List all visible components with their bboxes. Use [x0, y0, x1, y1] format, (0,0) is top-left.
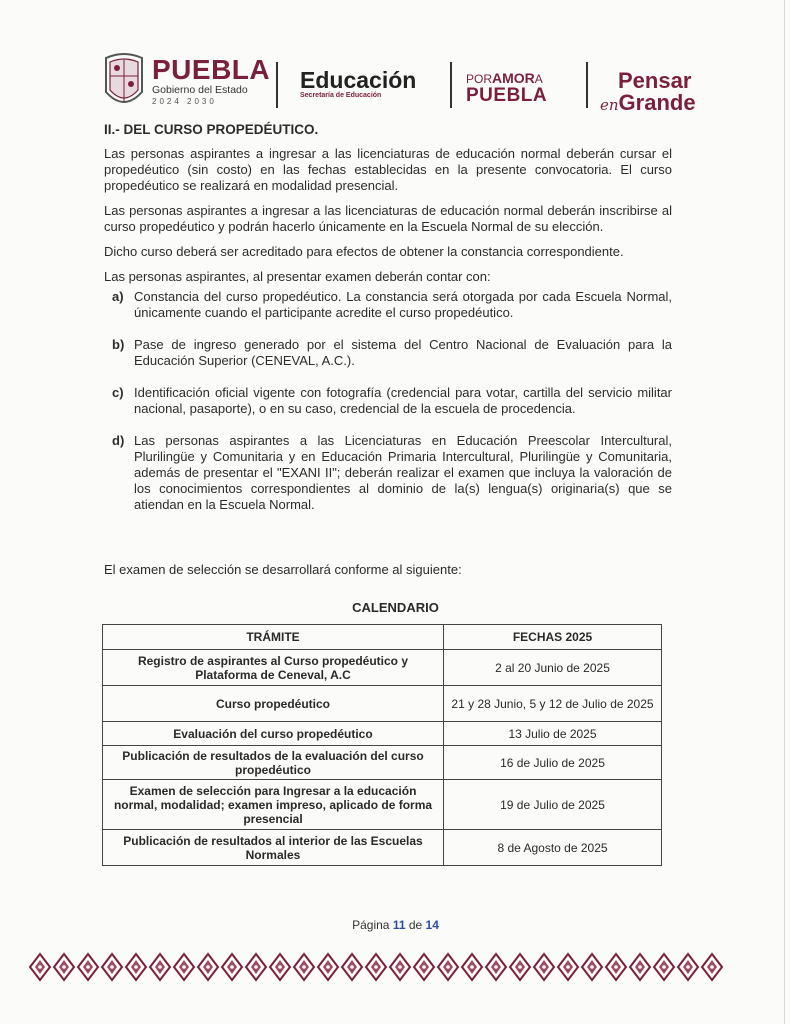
pensar-en-grande-logo	[600, 70, 696, 116]
ornament-motif	[150, 954, 170, 980]
document-header	[100, 48, 720, 120]
ornament-motif	[318, 954, 338, 980]
ornament-motif	[678, 954, 698, 980]
table-row	[103, 686, 662, 722]
requirement-letter: c)	[112, 385, 124, 400]
pensar-logo-en: en	[600, 96, 619, 114]
tramite-cell: Registro de aspirantes al Curso propedéutico y Plataforma de Ceneval, A.C	[103, 650, 444, 686]
tramite-cell: Curso propedéutico	[103, 686, 444, 722]
section-title: II.- DEL CURSO PROPEDÉUTICO.	[104, 122, 319, 137]
ornament-motif	[198, 954, 218, 980]
ornament-motif	[294, 954, 314, 980]
ornament-motif	[462, 954, 482, 980]
state-seal-icon	[102, 52, 146, 112]
fecha-cell: 13 Julio de 2025	[444, 722, 662, 746]
ornament-motif	[438, 954, 458, 980]
column-header-fechas: FECHAS 2025	[444, 625, 662, 650]
ornament-motif	[78, 954, 98, 980]
ornament-motif	[534, 954, 554, 980]
educacion-logo-subtitle: Secretaría de Educación	[300, 92, 382, 99]
requirement-text: Constancia del curso propedéutico. La constancia será otorgada por cada Escuela Normal, únicamente cuando el participante acredite el curso propedéutico.	[134, 289, 672, 320]
requirement-text: Pase de ingreso generado por el sistema del Centro Nacional de Evaluación para la Educación Superior (CENEVAL, A.C.).	[134, 337, 672, 368]
ornament-motif	[126, 954, 146, 980]
requirement-item	[112, 433, 672, 513]
amor-logo-puebla: PUEBLA	[466, 85, 548, 106]
table-header-row	[103, 625, 662, 650]
ornament-motif	[30, 954, 50, 980]
puebla-logo	[152, 54, 271, 106]
puebla-logo-years: 2024 2030	[152, 97, 217, 106]
fecha-cell: 21 y 28 Junio, 5 y 12 de Julio de 2025	[444, 686, 662, 722]
amor-logo-a: A	[534, 72, 543, 86]
header-divider	[276, 62, 278, 108]
ornament-motif	[702, 954, 722, 980]
amor-logo-amor: AMOR	[492, 70, 535, 86]
pensar-logo-grande: Grande	[618, 90, 696, 115]
requirement-letter: d)	[112, 433, 125, 448]
ornament-motif	[54, 954, 74, 980]
requirement-item	[112, 289, 672, 321]
table-row	[103, 722, 662, 746]
fecha-cell: 16 de Julio de 2025	[444, 746, 662, 780]
scan-edge-line	[784, 0, 785, 1024]
page-prefix: Página	[352, 918, 390, 932]
page-number	[0, 918, 791, 932]
puebla-logo-title: PUEBLA	[152, 54, 271, 85]
paragraph: Dicho curso deberá ser acreditado para efectos de obtener la constancia correspondiente.	[104, 244, 624, 259]
ornament-motif	[510, 954, 530, 980]
fecha-cell: 2 al 20 Junio de 2025	[444, 650, 662, 686]
educacion-logo	[300, 68, 416, 99]
tramite-cell: Publicación de resultados de la evaluación del curso propedéutico	[103, 746, 444, 780]
fecha-cell: 8 de Agosto de 2025	[444, 830, 662, 866]
por-amor-a-puebla-logo	[466, 72, 547, 106]
document-body	[104, 122, 672, 529]
tramite-cell: Evaluación del curso propedéutico	[103, 722, 444, 746]
requirement-text: Las personas aspirantes a las Licenciaturas en Educación Preescolar Intercultural, Plurilingüe y Comunitaria y en Educación Primaria Intercultural, Plurilingüe y Comunitaria, además de presentar el "EXANI II"; deberán realizar el examen que incluya la valoración de los conocimientos correspondientes al dominio de la(s) lengua(s) originaria(s) que se atiendan en la Escuela Normal.	[134, 433, 672, 512]
ornament-motif	[414, 954, 434, 980]
page-total: 14	[425, 918, 439, 932]
ornament-motif	[582, 954, 602, 980]
fecha-cell: 19 de Julio de 2025	[444, 780, 662, 830]
requirement-item	[112, 337, 672, 369]
table-row	[103, 780, 662, 830]
ornament-motif	[174, 954, 194, 980]
paragraph: Las personas aspirantes a ingresar a las licenciaturas de educación normal deberán cursar el propedéutico (sin costo) en las fechas establecidas en la presente convocatoria. El curso propedéutico se realizará en modalidad presencial.	[104, 146, 672, 193]
ornament-motif	[606, 954, 626, 980]
header-divider	[450, 62, 452, 108]
requirement-text: Identificación oficial vigente con fotografía (credencial para votar, cartilla del servicio militar nacional, pasaporte), o en su caso, credencial de la escuela de procedencia.	[134, 385, 672, 416]
table-row	[103, 650, 662, 686]
requirement-item	[112, 385, 672, 417]
table-row	[103, 746, 662, 780]
ornament-motif	[102, 954, 122, 980]
ornament-motif	[366, 954, 386, 980]
page-of: de	[408, 918, 423, 932]
ornament-motif	[246, 954, 266, 980]
ornament-motif	[486, 954, 506, 980]
decorative-border-icon	[28, 952, 728, 982]
tramite-cell: Publicación de resultados al interior de las Escuelas Normales	[103, 830, 444, 866]
ornament-motif	[654, 954, 674, 980]
ornament-motif	[630, 954, 650, 980]
header-divider	[586, 62, 588, 108]
amor-logo-por: POR	[466, 72, 493, 86]
paragraph: Las personas aspirantes a ingresar a las licenciaturas de educación normal deberán inscribirse al curso propedéutico y podrán hacerlo únicamente en la Escuela Normal de su elección.	[104, 203, 672, 234]
exam-intro-line: El examen de selección se desarrollará conforme al siguiente:	[104, 562, 462, 577]
ornament-motif	[390, 954, 410, 980]
ornament-motif	[270, 954, 290, 980]
ornament-motif	[558, 954, 578, 980]
ornament-motif	[222, 954, 242, 980]
page-current: 11	[392, 918, 406, 932]
tramite-cell: Examen de selección para Ingresar a la educación normal, modalidad; examen impreso, aplicado de forma presencial	[103, 780, 444, 830]
table-row	[103, 830, 662, 866]
calendar-table	[102, 624, 662, 866]
educacion-logo-title: Educación	[300, 67, 417, 93]
requirement-letter: a)	[112, 289, 124, 304]
puebla-logo-subtitle: Gobierno del Estado	[152, 84, 248, 96]
pensar-logo-line1: Pensar	[618, 68, 692, 93]
calendar-title: CALENDARIO	[352, 600, 439, 615]
column-header-tramite: TRÁMITE	[103, 625, 444, 650]
requirement-letter: b)	[112, 337, 125, 352]
ornament-motif	[342, 954, 362, 980]
paragraph: Las personas aspirantes, al presentar examen deberán contar con:	[104, 269, 491, 284]
